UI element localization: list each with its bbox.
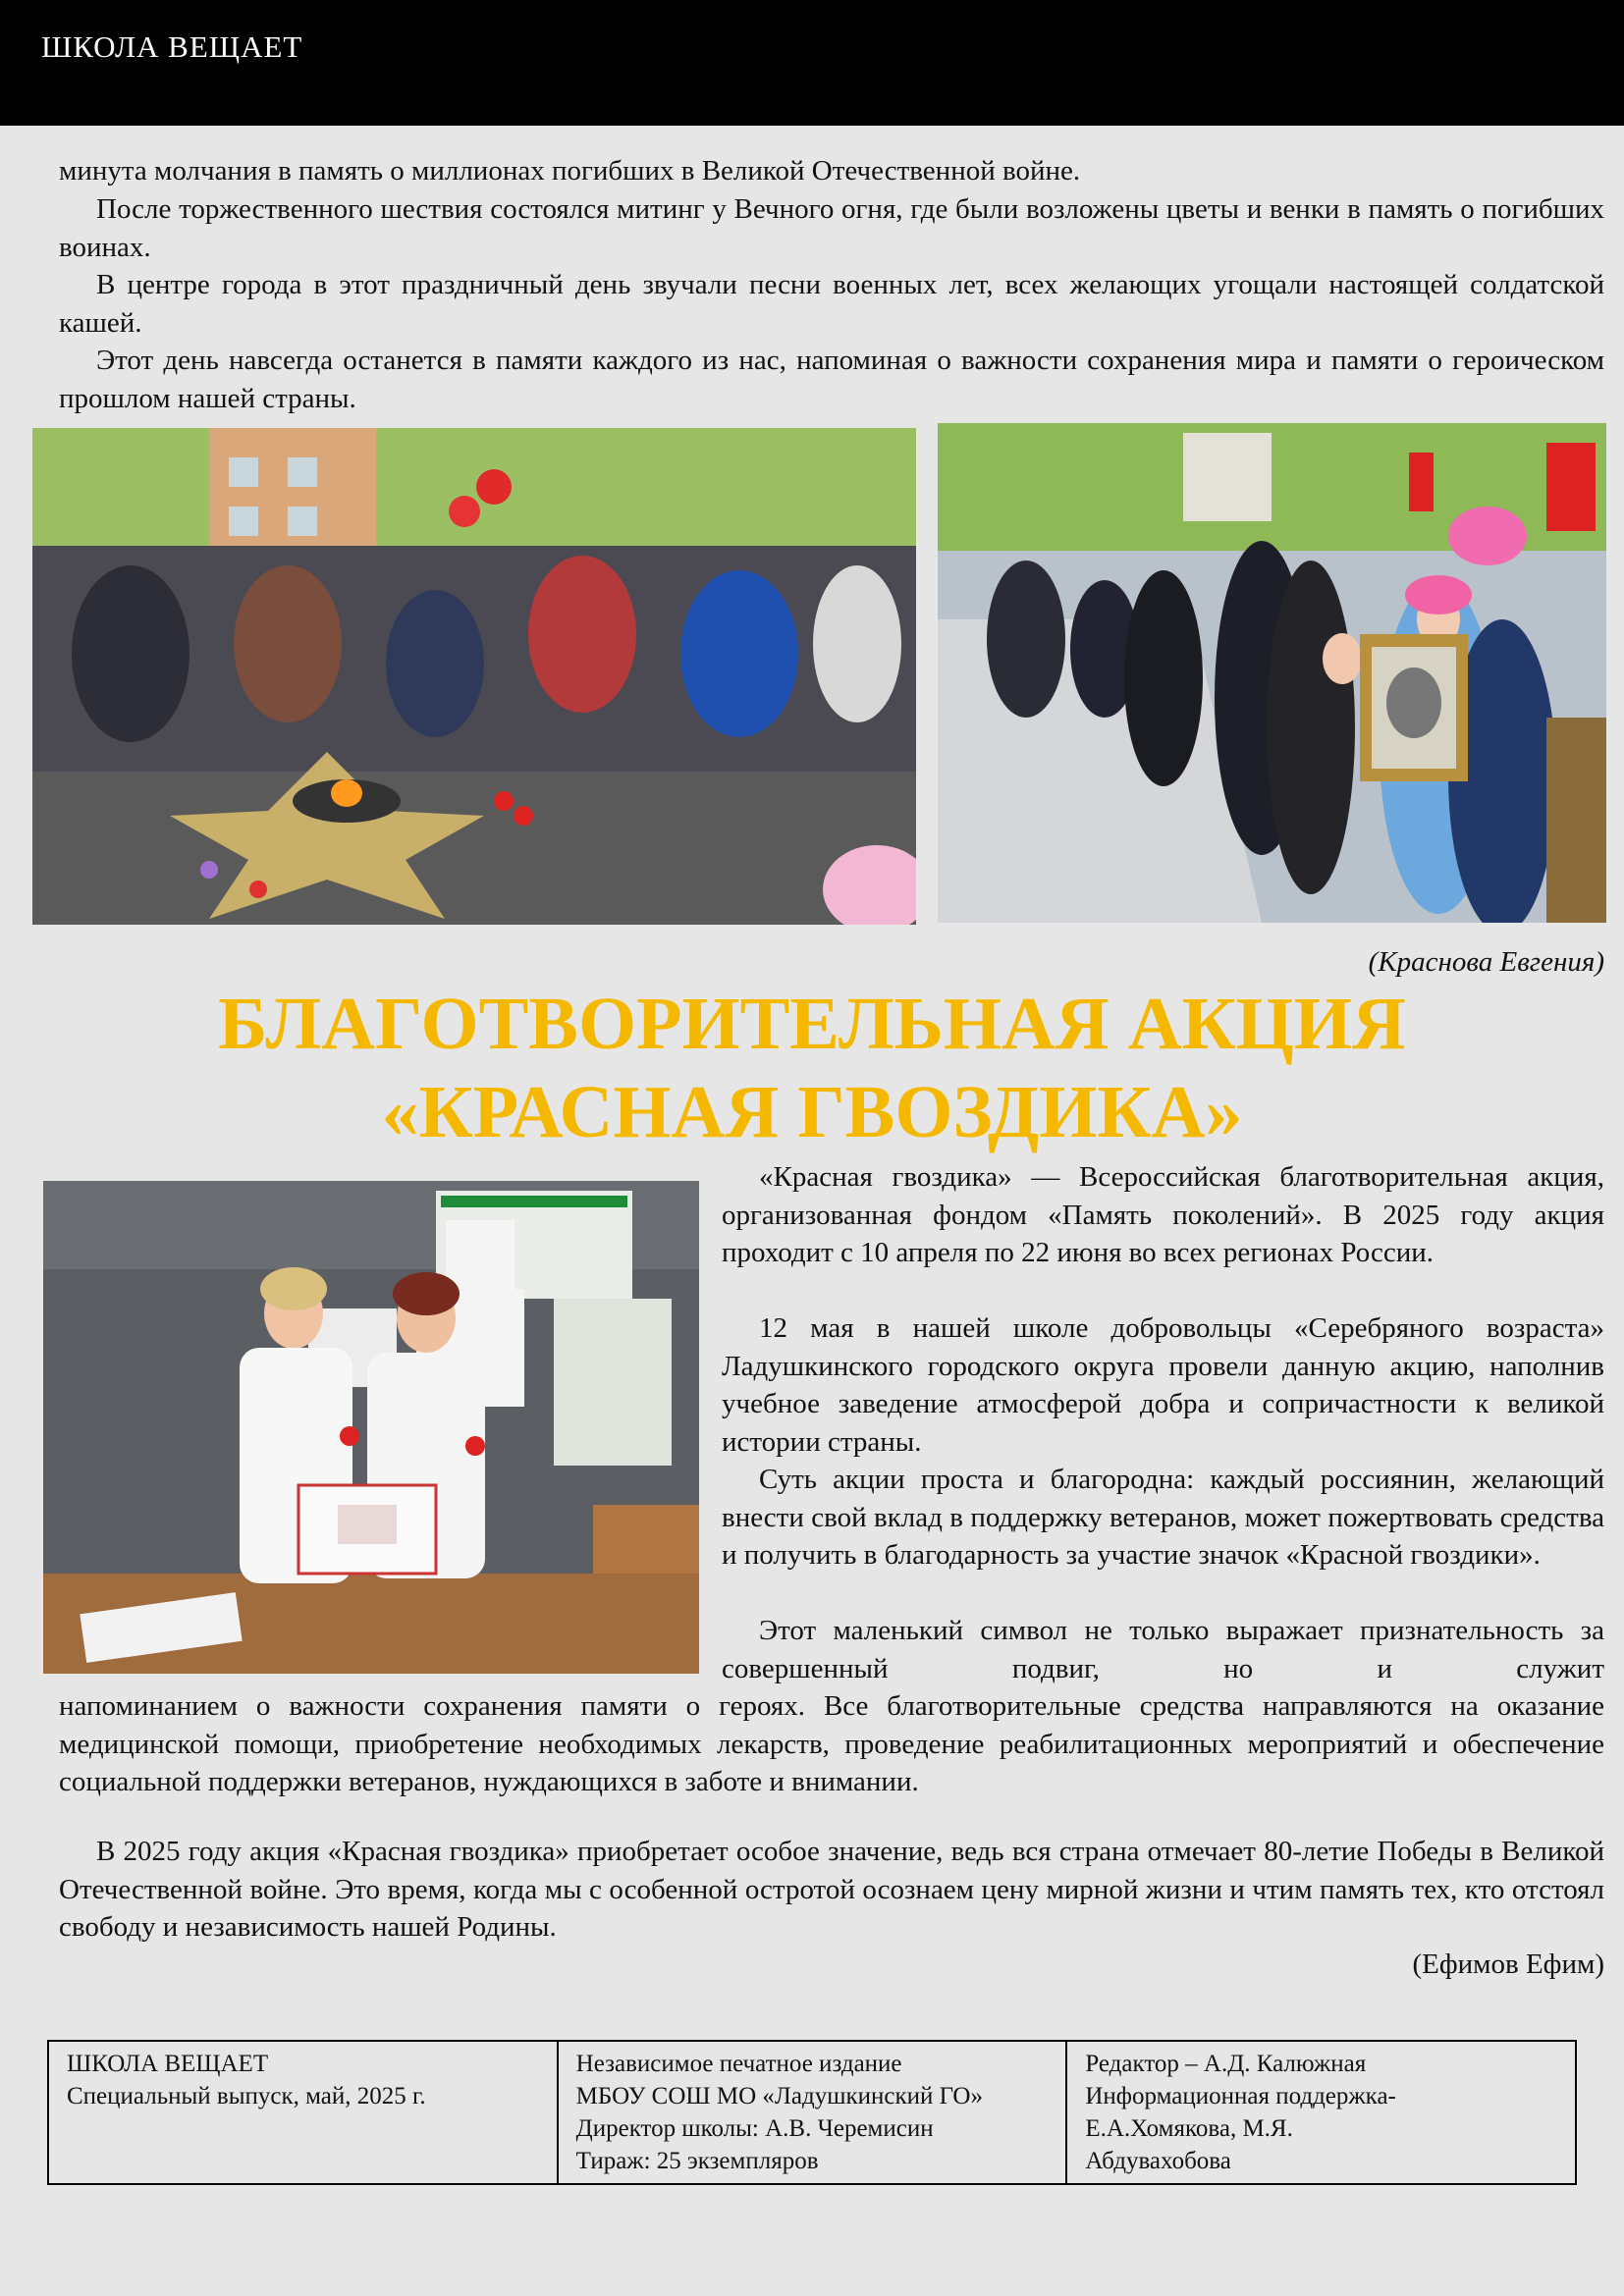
imprint-director: Директор школы: А.В. Черемисин — [575, 2115, 934, 2142]
header-title: ШКОЛА ВЕЩАЕТ — [41, 29, 303, 64]
article2-side-paragraph-1: «Красная гвоздика» — Всероссийская благотворительная акция, организованная фондом «Память поколений». В 2025 году акция проходит с 10 апреля по 22 июня во всех регионах России. — [722, 1161, 1604, 1268]
imprint-circulation: Тираж: 25 экземпляров — [575, 2148, 819, 2174]
article1-paragraph-1: минута молчания в память о миллионах погибших в Великой Отечественной войне. — [59, 155, 1081, 187]
article2-side-paragraph-2: 12 мая в нашей школе добровольцы «Серебряного возраста» Ладушкинского городского округа провели данную акцию, наполнив учебное заведение атмосферой добра и сопричастности к великой истории страны. — [722, 1312, 1604, 1458]
photo-eternal-flame — [32, 428, 916, 925]
photo-children-procession — [938, 423, 1606, 923]
article2-paragraph-continuation: напоминанием о важности сохранения памяти о героях. Все благотворительные средства направляются на оказание медицинской помощи, приобретение необходимых лекарств, проведение реабилитационных мероприятий и обеспечение социальной поддержки ветеранов, нуждающихся в заботе и внимании. — [59, 1690, 1604, 1797]
article2-headline-line1: БЛАГОТВОРИТЕЛЬНАЯ АКЦИЯ — [218, 983, 1406, 1065]
imprint-support-label: Информационная поддержка- — [1085, 2083, 1396, 2109]
imprint-support-names-2: Абдувахобова — [1085, 2148, 1231, 2174]
imprint-support-names-1: Е.А.Хомякова, М.Я. — [1085, 2115, 1293, 2142]
article1-author: (Краснова Евгения) — [1368, 946, 1604, 978]
article1-paragraph-3: В центре города в этот праздничный день звучали песни военных лет, всех желающих угощали настоящей солдатской кашей. — [59, 269, 1604, 339]
article1-paragraph-2: После торжественного шествия состоялся митинг у Вечного огня, где были возложены цветы и венки в память о погибших воинах. — [59, 193, 1604, 263]
imprint-column-publication — [49, 2042, 557, 2183]
imprint-box — [47, 2040, 1577, 2185]
article2-headline-line2: «КРАСНАЯ ГВОЗДИКА» — [381, 1071, 1243, 1153]
article2-paragraph-final: В 2025 году акция «Красная гвоздика» приобретает особое значение, ведь вся страна отмечает 80-летие Победы в Великой Отечественной войне. Это время, когда мы с особенной остротой осознаем цену мирной жизни и чтим память тех, кто отстоял свободу и независимость нашей Родины. — [59, 1836, 1604, 1943]
imprint-issue: Специальный выпуск, май, 2025 г. — [67, 2083, 426, 2109]
imprint-editor: Редактор – А.Д. Калюжная — [1085, 2051, 1367, 2077]
imprint-newspaper-name: ШКОЛА ВЕЩАЕТ — [67, 2051, 269, 2077]
article1-paragraph-4: Этот день навсегда останется в памяти каждого из нас, напоминая о важности сохранения мира и памяти о героическом прошлом нашей страны. — [59, 345, 1604, 414]
article2-side-paragraph-4: Этот маленький символ не только выражает признательность за совершенный подвиг, но и служит — [722, 1615, 1604, 1684]
imprint-school: МБОУ СОШ МО «Ладушкинский ГО» — [575, 2083, 983, 2109]
article2-side-paragraph-3: Суть акции проста и благородна: каждый россиянин, желающий внести свой вклад в поддержку ветеранов, может пожертвовать средства и получить в благодарность за участие значок «Красной гвоздики». — [722, 1464, 1604, 1571]
imprint-column-publisher — [557, 2042, 1066, 2183]
photo-volunteers — [43, 1181, 699, 1674]
article2-author: (Ефимов Ефим) — [1412, 1949, 1604, 1980]
page-header — [0, 0, 1624, 126]
imprint-column-editors — [1065, 2042, 1575, 2183]
imprint-publisher-type: Независимое печатное издание — [575, 2051, 902, 2077]
